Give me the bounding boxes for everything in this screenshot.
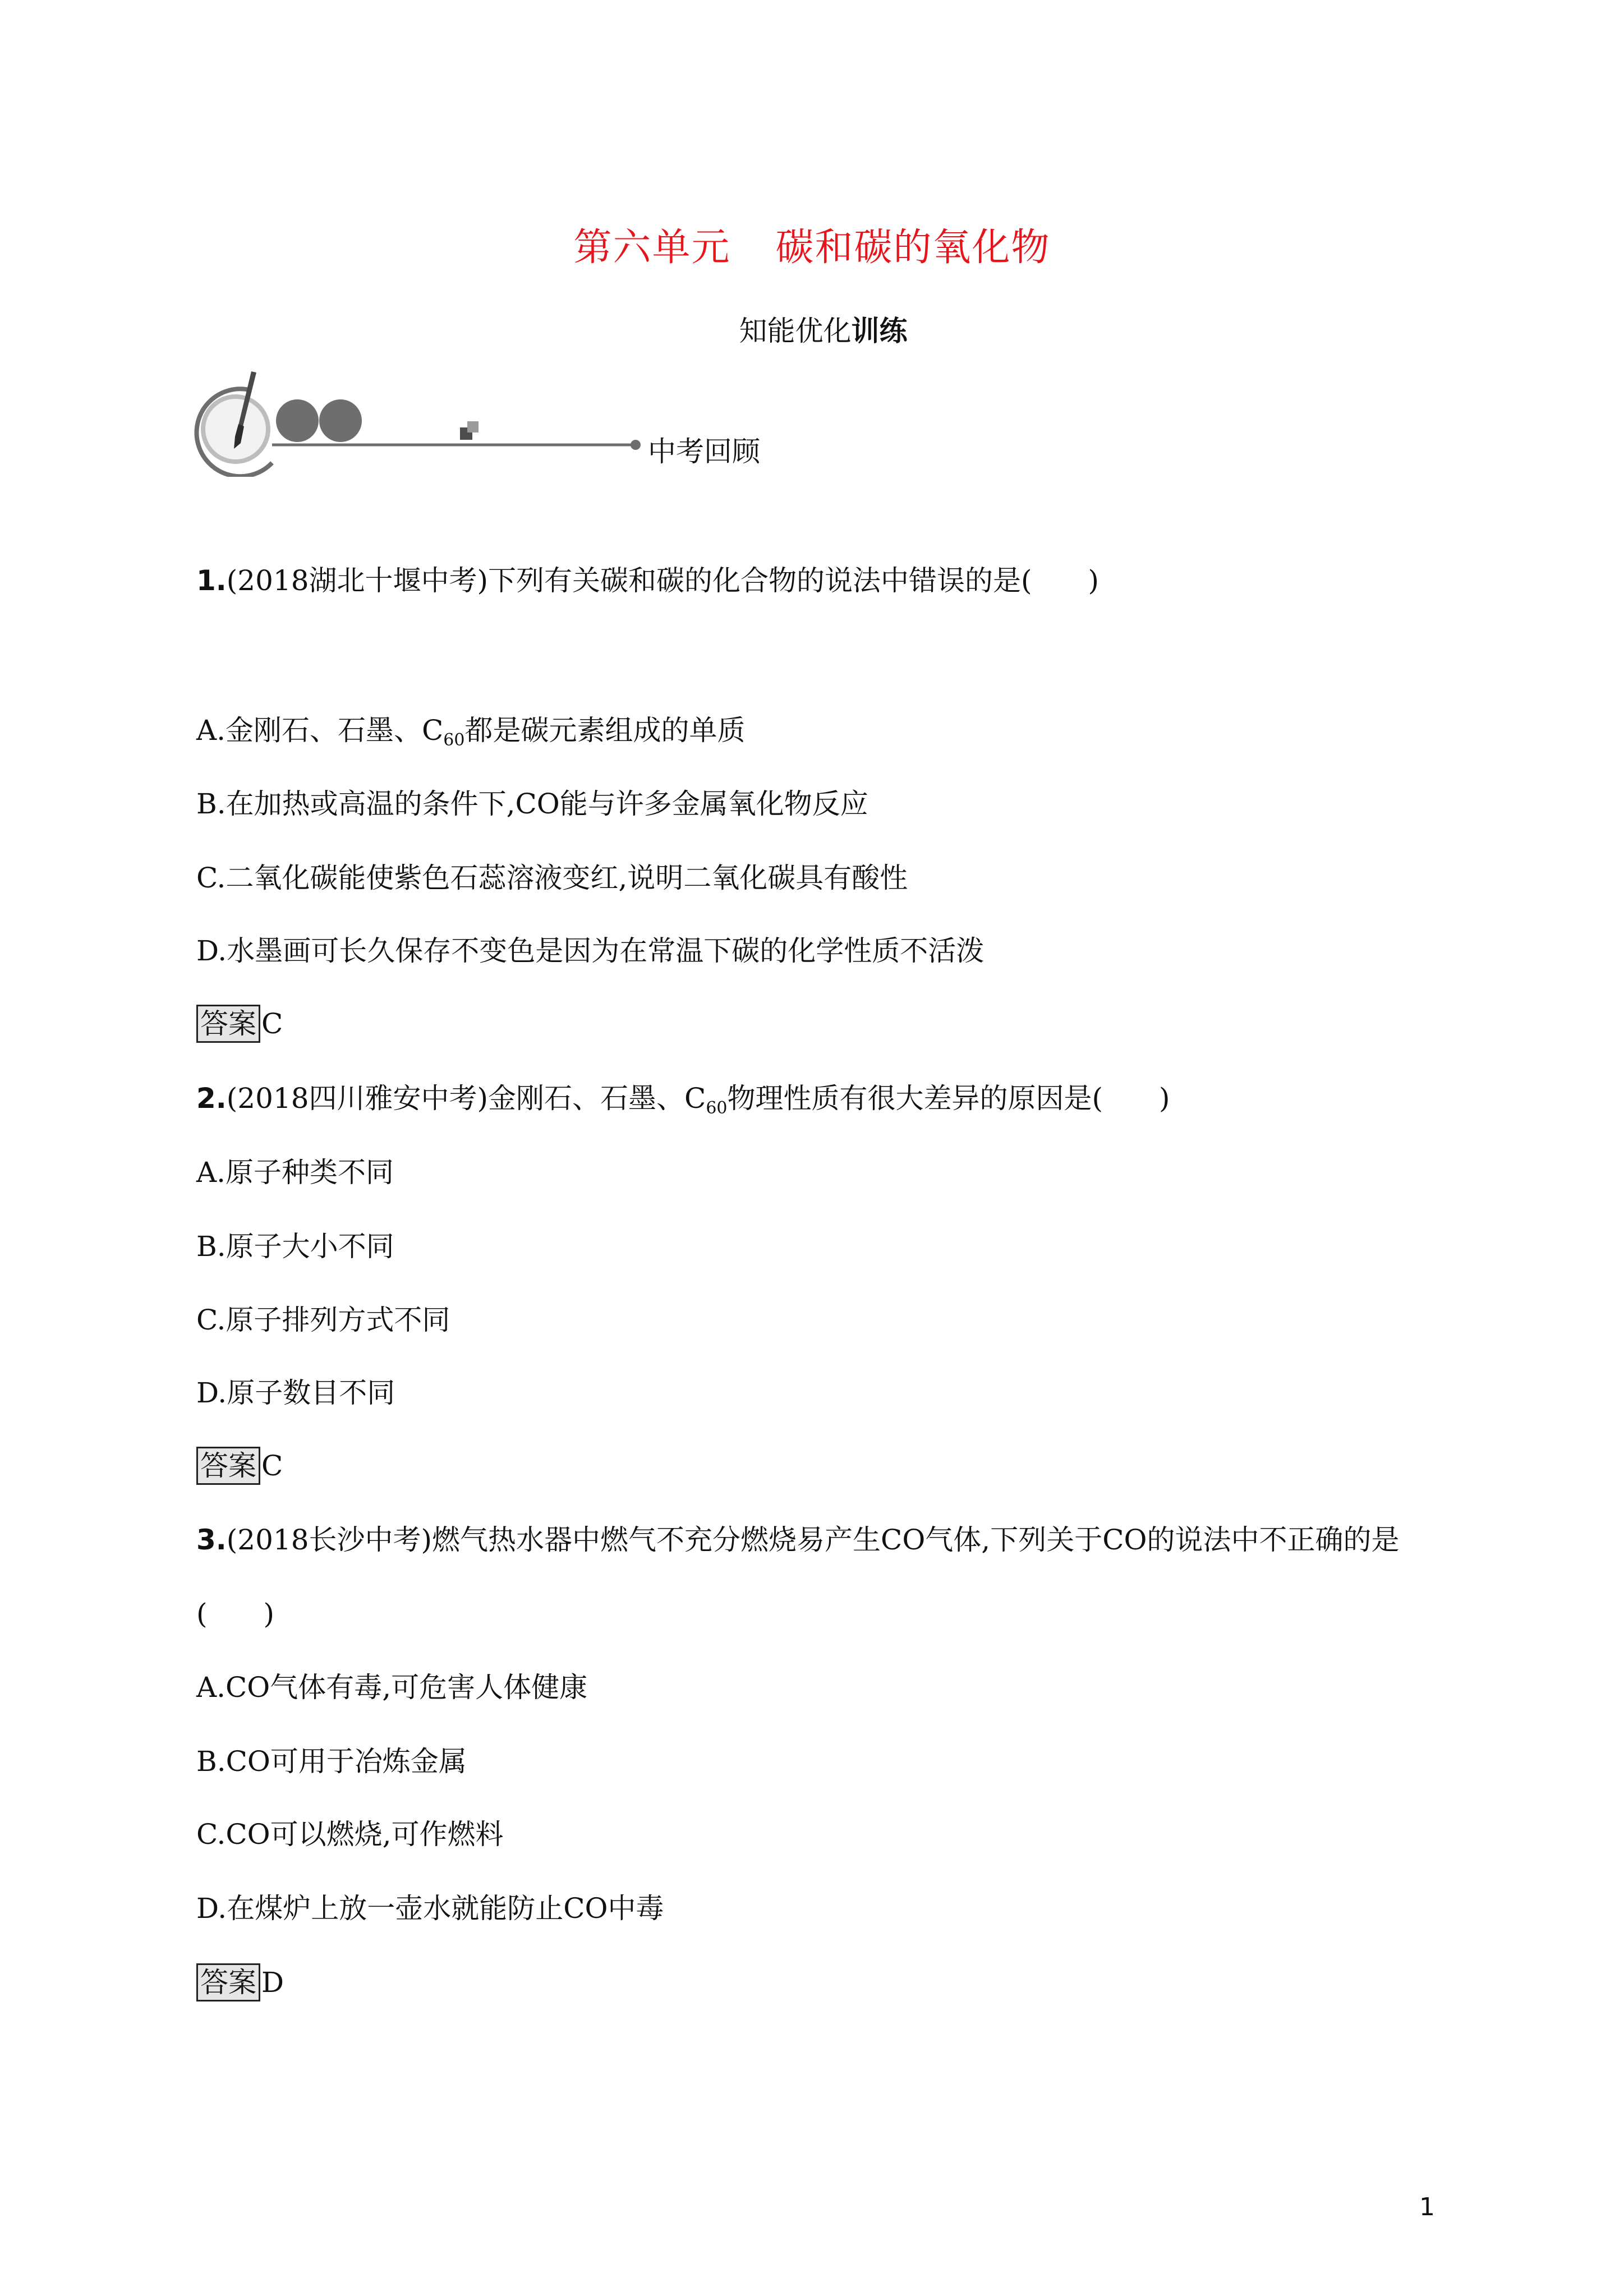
- q2-option-b: B.原子大小不同: [196, 1230, 394, 1263]
- q1-option-a: [196, 708, 745, 753]
- q3-option-c: C.CO可以燃烧,可作燃料: [196, 1818, 504, 1851]
- q3-answer: [196, 1960, 284, 2005]
- q3-stem: [196, 1517, 1399, 1562]
- q2-stem: [196, 1076, 1170, 1121]
- subtitle-normal: 知能优化: [739, 315, 852, 347]
- q2-number: 2.: [196, 1082, 227, 1115]
- q3-option-a: A.CO气体有毒,可危害人体健康: [196, 1671, 588, 1704]
- q2-stem-sub: 60: [706, 1098, 728, 1118]
- q1-option-a-sub: 60: [443, 730, 465, 750]
- q2-answer: [196, 1443, 283, 1488]
- q1-option-a-pre: A.金刚石、石墨、C: [196, 714, 444, 747]
- decorative-circles-icon: [276, 399, 362, 442]
- q1-option-b: B.在加热或高温的条件下,CO能与许多金属氧化物反应: [196, 788, 868, 820]
- q3-answer-value: D: [261, 1966, 284, 1999]
- q3-option-d: D.在煤炉上放一壶水就能防止CO中毒: [196, 1892, 664, 1925]
- q1-stem: [196, 558, 1099, 603]
- subtitle-bold: 训练: [851, 315, 908, 347]
- q3-stem-continuation: ( ): [196, 1598, 275, 1630]
- q2-option-c: C.原子排列方式不同: [196, 1304, 450, 1336]
- answer-label-box: 答案: [196, 1447, 260, 1485]
- q3-number: 3.: [196, 1524, 227, 1556]
- answer-label-box: 答案: [196, 1005, 260, 1043]
- page-number: 1: [1419, 2193, 1435, 2221]
- paintbrush-icon: [196, 371, 272, 476]
- q2-stem-pre: (2018四川雅安中考)金刚石、石墨、C: [226, 1082, 706, 1115]
- q1-stem-text: (2018湖北十堰中考)下列有关碳和碳的化合物的说法中错误的是( ): [226, 564, 1099, 597]
- page-title: [0, 220, 1624, 276]
- section-label: 中考回顾: [648, 435, 760, 468]
- q2-stem-post: 物理性质有很大差异的原因是( ): [727, 1082, 1170, 1115]
- q1-answer: [196, 1001, 283, 1046]
- page-subtitle: [0, 309, 1624, 353]
- q2-option-d: D.原子数目不同: [196, 1377, 395, 1409]
- title-unit: 第六单元: [573, 226, 731, 270]
- q1-answer-value: C: [261, 1007, 283, 1040]
- title-topic: 碳和碳的氧化物: [775, 226, 1051, 270]
- q1-option-a-post: 都是碳元素组成的单质: [464, 714, 746, 747]
- q1-number: 1.: [196, 564, 227, 597]
- q3-option-b: B.CO可用于冶炼金属: [196, 1745, 467, 1778]
- square-bullet-icon: [460, 421, 479, 440]
- q1-option-d: D.水墨画可长久保存不变色是因为在常温下碳的化学性质不活泼: [196, 935, 984, 967]
- answer-label-box: 答案: [196, 1963, 260, 2001]
- q3-stem-text: (2018长沙中考)燃气热水器中燃气不充分燃烧易产生CO气体,下列关于CO的说法中不正确的是: [226, 1524, 1400, 1556]
- q2-option-a: A.原子种类不同: [196, 1156, 394, 1189]
- q1-option-c: C.二氧化碳能使紫色石蕊溶液变红,说明二氧化碳具有酸性: [196, 862, 908, 894]
- q2-answer-value: C: [261, 1450, 283, 1482]
